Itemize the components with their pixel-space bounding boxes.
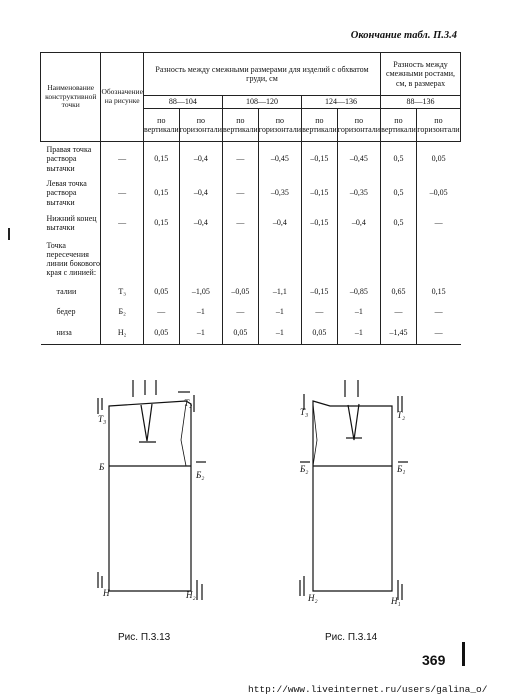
fig13-label-b: Б [99, 462, 105, 472]
row-symbol: Б₂ [101, 302, 143, 322]
row-value: — [222, 142, 258, 177]
row-value: — [302, 302, 338, 322]
sub-horizontal: по горизонтали [416, 109, 460, 142]
row-value: 0,15 [143, 176, 179, 210]
row-symbol: — [101, 210, 143, 236]
row-value: 0,05 [302, 322, 338, 345]
row-value: –0,4 [179, 176, 222, 210]
sub-horizontal: по горизонтали [258, 109, 301, 142]
row-value: –0,4 [179, 210, 222, 236]
row-value: –0,15 [302, 142, 338, 177]
row-value: –1 [258, 302, 301, 322]
row-value: –1 [179, 302, 222, 322]
fig14-caption: Рис. П.3.14 [325, 632, 378, 643]
fig13-label-t2: Т₂ [184, 398, 193, 408]
col-header-height-group: Разность между смежными ростами, см, в размерах [381, 53, 461, 96]
row-value: 0,05 [143, 322, 179, 345]
row-value: –0,35 [337, 176, 380, 210]
fig14-pattern [300, 380, 408, 600]
row-name: Правая точка раствора вытачки [41, 142, 101, 177]
range-88-136: 88—136 [381, 96, 461, 109]
row-value: –0,15 [302, 210, 338, 236]
sub-horizontal: по горизонтали [179, 109, 222, 142]
source-url: http://www.liveinternet.ru/users/galina_o/ [248, 684, 488, 695]
fig14-label-t3: Т₃ [300, 407, 309, 417]
fig13-label-h2: Н₂ [186, 590, 196, 600]
fig14-label-b1: Б₁ [397, 464, 406, 474]
row-value: — [222, 176, 258, 210]
row-name: Точка пересечения линии бокового края с линией: [41, 236, 101, 282]
row-name: Левая точка раствора вытачки [41, 176, 101, 210]
col-header-chest-group: Разность между смежными размерами для изделий с обхватом груди, см [143, 53, 380, 96]
col-header-symbol: Обозначение на рисунке [101, 53, 143, 142]
sub-horizontal: по горизонтали [337, 109, 380, 142]
row-symbol: — [101, 142, 143, 177]
row-value: 0,05 [143, 282, 179, 302]
row-value: –0,15 [302, 282, 338, 302]
row-symbol: Н₂ [101, 322, 143, 345]
fig13-label-b2: Б₂ [196, 470, 205, 480]
row-value: 0,15 [143, 210, 179, 236]
fig14-label-h2: Н₂ [308, 593, 318, 603]
table-continuation-header: Окончание табл. П.3.4 [350, 30, 457, 41]
row-value: 0,65 [381, 282, 417, 302]
row-symbol: Т₃ [101, 282, 143, 302]
row-value: –0,4 [337, 210, 380, 236]
row-value: –0,4 [258, 210, 301, 236]
row-value: — [416, 322, 460, 345]
row-value: –1,05 [179, 282, 222, 302]
row-value: –1 [258, 322, 301, 345]
row-value: 0,5 [381, 142, 417, 177]
row-value: –0,45 [337, 142, 380, 177]
row-value: — [222, 302, 258, 322]
row-value: –1 [179, 322, 222, 345]
row-value: 0,05 [431, 154, 446, 164]
row-value: 0,5 [381, 176, 417, 210]
row-value: –0,05 [429, 188, 448, 198]
row-value: — [434, 218, 443, 228]
row-value: — [143, 302, 179, 322]
row-value: — [434, 307, 443, 317]
sub-vertical: по вертикали [222, 109, 258, 142]
row-value: 0,5 [381, 210, 417, 236]
range-88-104: 88—104 [143, 96, 222, 109]
row-name: талии [41, 282, 101, 302]
row-value: –0,85 [337, 282, 380, 302]
row-value: –0,45 [258, 142, 301, 177]
row-value: –0,15 [302, 176, 338, 210]
sub-vertical: по вертикали [143, 109, 179, 142]
row-name: бедер [41, 302, 101, 322]
fig14-label-h1: Н₁ [391, 596, 401, 606]
row-value: 0,15 [431, 287, 446, 297]
fig14-label-b2: Б₂ [300, 464, 309, 474]
col-header-name: Наименование конструктивной точки [41, 53, 101, 142]
row-symbol: — [101, 176, 143, 210]
row-value: –1,1 [258, 282, 301, 302]
row-value: –1 [337, 302, 380, 322]
row-value: –0,05 [222, 282, 258, 302]
sub-vertical: по вертикали [381, 109, 417, 142]
fig13-label-t3: Т₃ [98, 414, 107, 424]
row-value: –1 [337, 322, 380, 345]
row-value: 0,15 [143, 142, 179, 177]
row-name: низа [41, 322, 101, 345]
sub-vertical: по вертикали [302, 109, 338, 142]
fig13-label-h: Н [103, 588, 110, 598]
page-number: 369 [422, 652, 446, 668]
page-number-bar [462, 642, 465, 666]
row-value: –0,4 [179, 142, 222, 177]
range-124-136: 124—136 [302, 96, 381, 109]
range-108-120: 108—120 [222, 96, 301, 109]
row-value: — [222, 210, 258, 236]
row-name: Нижний конец вытачки [41, 210, 101, 236]
fig14-label-t2: Т₂ [397, 410, 406, 420]
fig13-pattern [98, 380, 206, 600]
row-value: — [381, 302, 417, 322]
row-value: –0,35 [258, 176, 301, 210]
fig13-caption: Рис. П.3.13 [118, 632, 171, 643]
row-value: –1,45 [381, 322, 417, 345]
row-value: 0,05 [222, 322, 258, 345]
